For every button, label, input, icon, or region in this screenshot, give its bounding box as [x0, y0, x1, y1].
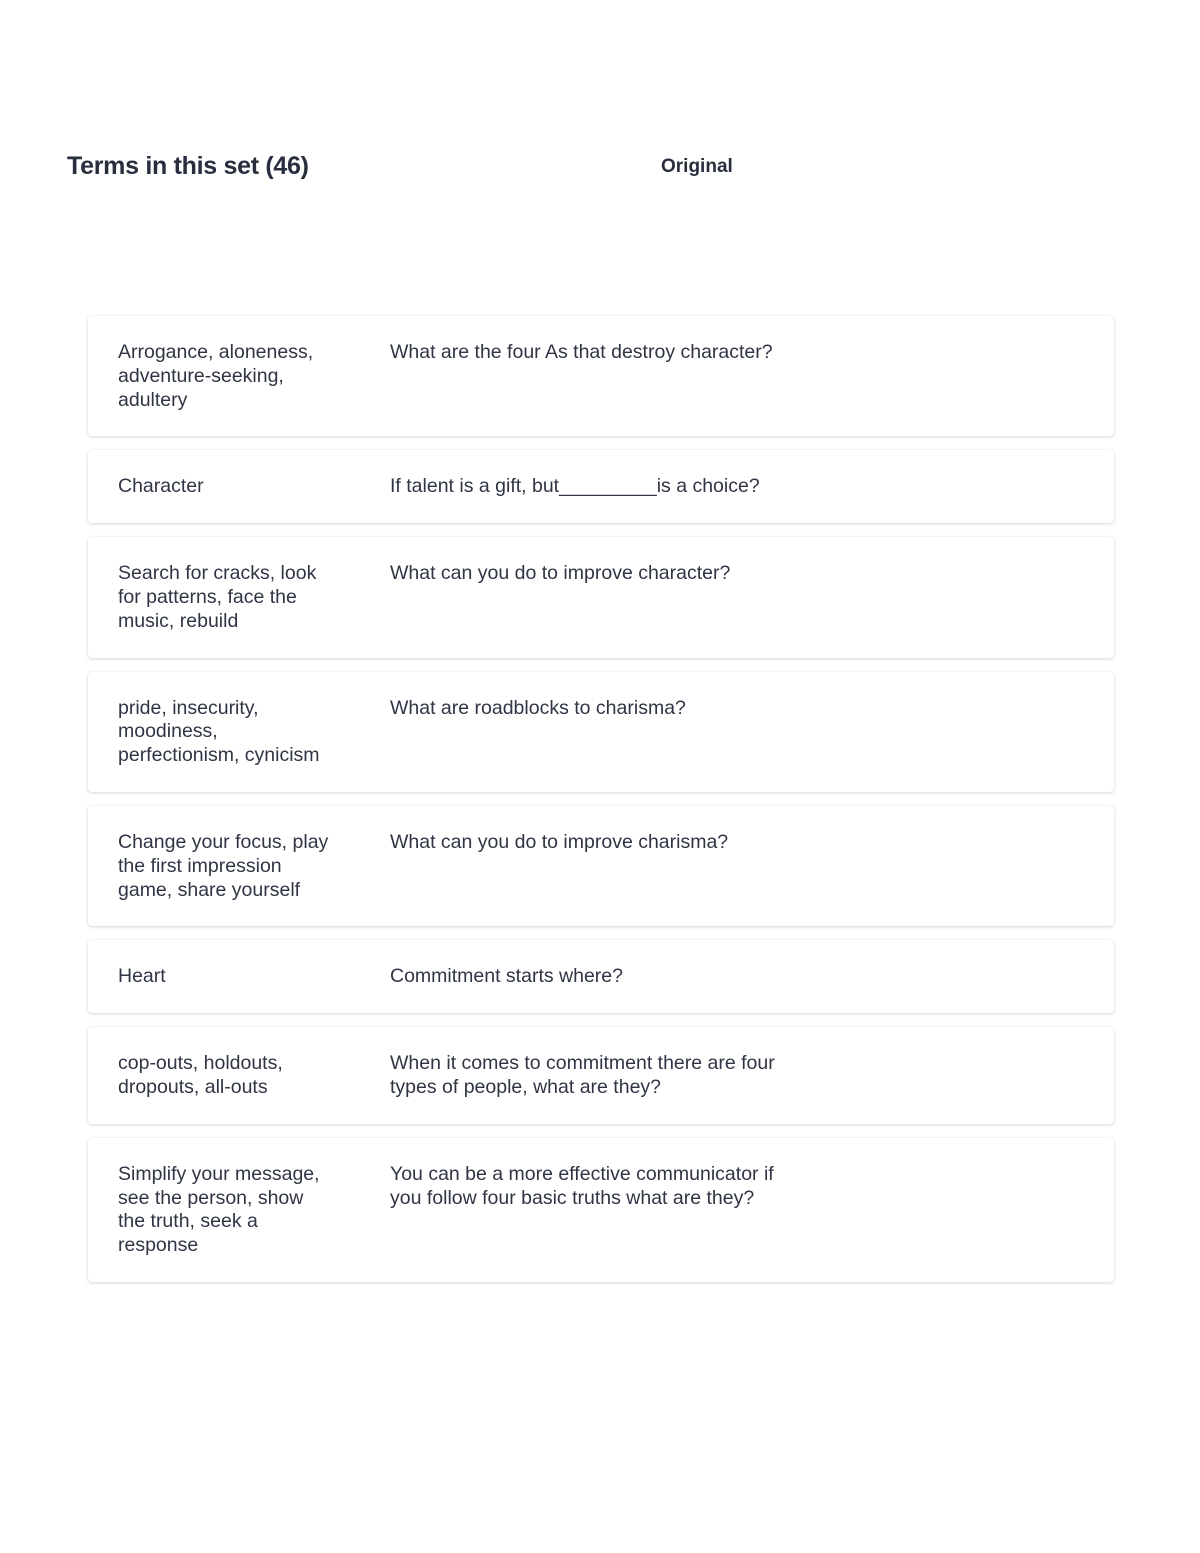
definition-text: Commitment starts where? — [390, 965, 623, 988]
page-title: Terms in this set (46) — [67, 152, 309, 180]
term-card — [88, 1138, 1114, 1282]
term-card-list — [88, 316, 1114, 1282]
definition-text: If talent is a gift, but_________is a choice? — [390, 475, 760, 498]
term-card — [88, 316, 1114, 436]
definition-text: You can be a more effective communicator if you follow four basic truths what are they? — [390, 1162, 774, 1209]
term-card — [88, 806, 1114, 926]
term-card — [88, 450, 1114, 523]
definition-text: What can you do to improve charisma? — [390, 830, 729, 853]
term-text: Heart — [118, 965, 166, 988]
term-card — [88, 672, 1114, 792]
term-text: Change your focus, play the first impression game, share yourself — [118, 830, 329, 901]
definition-text: When it comes to commitment there are four types of people, what are they? — [390, 1052, 775, 1098]
term-text: pride, insecurity, moodiness, perfectionism, cynicism — [118, 696, 320, 767]
term-text: Arrogance, aloneness, adventure-seeking, adultery — [118, 341, 314, 411]
definition-text: What are roadblocks to charisma? — [390, 696, 686, 719]
term-card — [88, 1027, 1114, 1124]
term-text: Simplify your message, see the person, show the truth, seek a response — [118, 1162, 320, 1257]
term-card — [88, 537, 1114, 657]
sort-order-label[interactable]: Original — [661, 156, 733, 177]
term-text: cop-outs, holdouts, dropouts, all-outs — [118, 1052, 283, 1098]
definition-text: What are the four As that destroy character? — [390, 341, 773, 363]
term-text: Character — [118, 475, 204, 498]
definition-text: What can you do to improve character? — [390, 562, 731, 585]
term-text: Search for cracks, look for patterns, face the music, rebuild — [118, 562, 317, 632]
term-card — [88, 940, 1114, 1013]
